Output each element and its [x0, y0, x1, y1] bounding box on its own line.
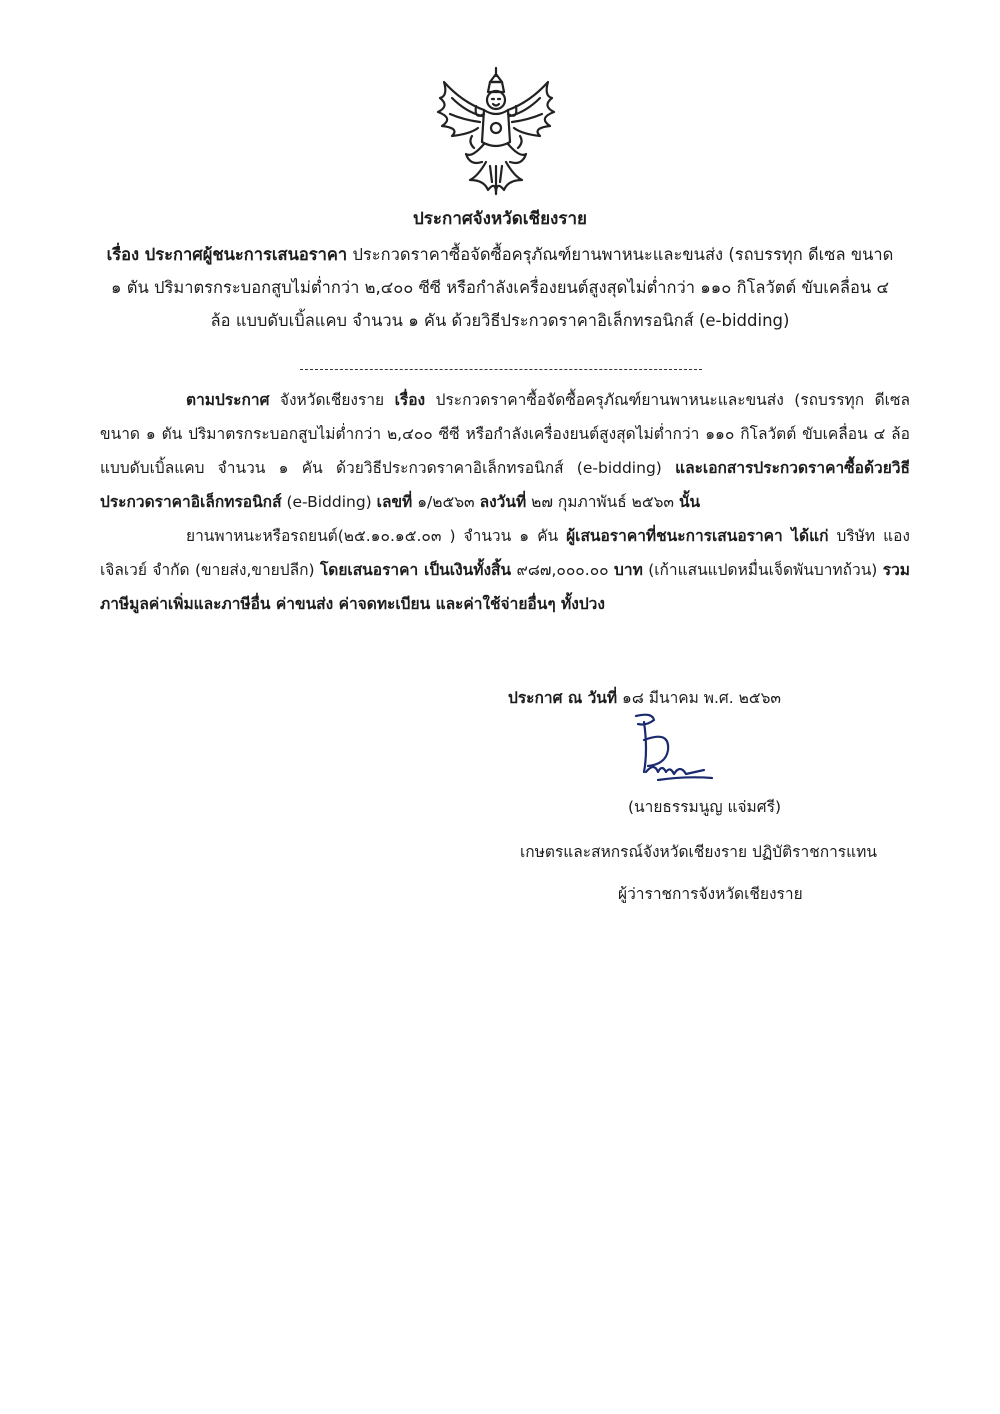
document-body: [100, 383, 910, 621]
announce-date-line: [508, 686, 781, 710]
announce-label: ประกาศ ณ วันที่: [508, 689, 618, 707]
signer-position-line2: ผู้ว่าราชการจังหวัดเชียงราย: [618, 885, 803, 903]
separator-line: [300, 369, 702, 370]
para1-lead: ตามประกาศ: [186, 391, 270, 409]
paragraph-2: ยานพาหนะหรือรถยนต์(๒๕.๑๐.๑๕.๐๓ ) จำนวน ๑ คัน ผู้เสนอราคาที่ชนะการเสนอราคา ได้แก่ บริษัท แองเจิลเวย์ จำกัด (ขายส่ง,ขายปลีก) โดยเสนอราคา เป็นเงินทั้งสิ้น ๙๘๗,๐๐๐.๐๐ บาท (เก้าแสนแปดหมื่นเจ็ดพันบาทถ้วน) รวมภาษีมูลค่าเพิ่มและภาษีอื่น ค่าขนส่ง ค่าจดทะเบียน และค่าใช้จ่ายอื่นๆ ทั้งปวง: [100, 527, 911, 613]
signer-name: (นายธรรมนูญ แจ่มศรี): [628, 798, 781, 816]
document-title: ประกาศจังหวัดเชียงราย: [413, 209, 587, 229]
signer-position-line1: เกษตรและสหกรณ์จังหวัดเชียงราย ปฏิบัติราชการแทน: [520, 843, 877, 861]
subject-label: เรื่อง ประกาศผู้ชนะการเสนอราคา: [106, 245, 348, 264]
garuda-emblem-icon: [426, 62, 566, 202]
document-subject: [100, 238, 900, 337]
subject-text: ประกวดราคาซื้อจัดซื้อครุภัณฑ์ยานพาหนะและขนส่ง (รถบรรทุก ดีเซล ขนาด ๑ ตัน ปริมาตรกระบอกสูบไม่ต่ำกว่า ๒,๔๐๐ ซีซี หรือกำลังเครื่องยนต์สูงสุดไม่ต่ำกว่า ๑๑๐ กิโลวัตต์ ขับเคลื่อน ๔ ล้อ แบบดับเบิ้ลแคบ จำนวน ๑ คัน ด้วยวิธีประกวดราคาอิเล็กทรอนิกส์ (e-bidding): [111, 245, 894, 330]
paragraph-1: ตามประกาศ จังหวัดเชียงราย เรื่อง ประกวดราคาซื้อจัดซื้อครุภัณฑ์ยานพาหนะและขนส่ง (รถบรรทุก ดีเซล ขนาด ๑ ตัน ปริมาตรกระบอกสูบไม่ต่ำกว่า ๒,๔๐๐ ซีซี หรือกำลังเครื่องยนต์สูงสุดไม่ต่ำกว่า ๑๑๐ กิโลวัตต์ ขับเคลื่อน ๔ ล้อ แบบดับเบิ้ลแคบ จำนวน ๑ คัน ด้วยวิธีประกวดราคาอิเล็กทรอนิกส์ (e-bidding) และเอกสารประกวดราคาซื้อด้วยวิธีประกวดราคาอิเล็กทรอนิกส์ (e-Bidding) เลขที่ ๑/๒๕๖๓ ลงวันที่ ๒๗ กุมภาพันธ์ ๒๕๖๓ นั้น: [100, 391, 910, 511]
announce-date: ๑๘ มีนาคม พ.ศ. ๒๕๖๓: [617, 689, 782, 707]
signature-icon: [608, 710, 788, 786]
